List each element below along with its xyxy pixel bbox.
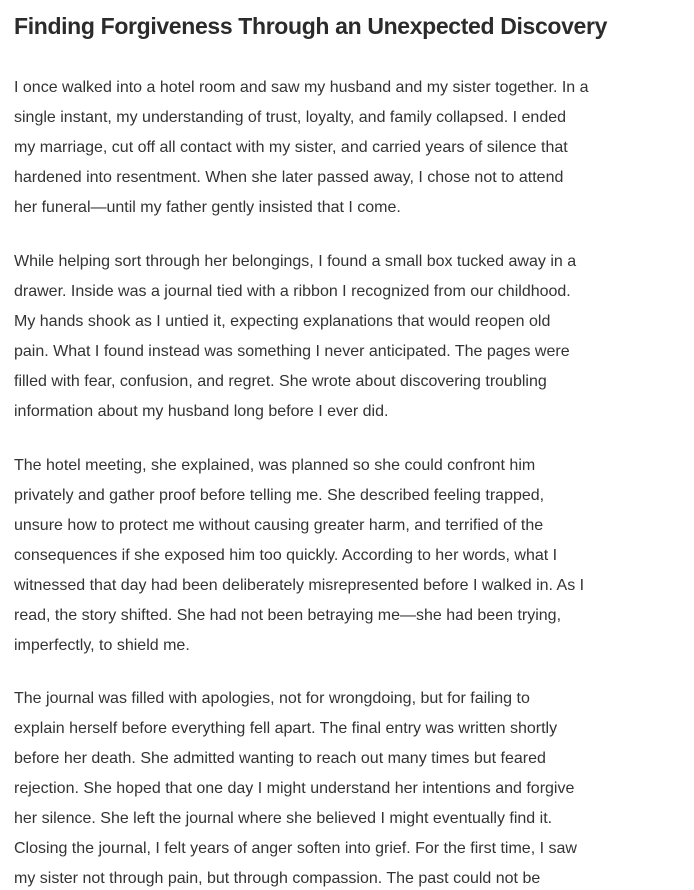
paragraph-line: single instant, my understanding of trust, loyalty, and family collapsed. I ended <box>14 109 567 126</box>
article-paragraph <box>14 451 584 661</box>
paragraph-line: unsure how to protect me without causing greater harm, and terrified of the <box>14 517 544 534</box>
paragraph-line: filled with fear, confusion, and regret. She wrote about discovering troubling <box>14 373 547 390</box>
paragraph-line: pain. What I found instead was something I never anticipated. The pages were <box>14 343 570 360</box>
paragraph-line: her silence. She left the journal where she believed I might eventually find it. <box>14 810 553 827</box>
paragraph-line: explain herself before everything fell apart. The final entry was written shortly <box>14 720 558 737</box>
article-paragraph <box>14 247 576 427</box>
article-paragraph <box>14 73 589 223</box>
paragraph-line: Closing the journal, I felt years of anger soften into grief. For the first time, I saw <box>14 840 577 857</box>
paragraph-line: information about my husband long before I ever did. <box>14 403 389 420</box>
paragraph-line: her funeral—until my father gently insisted that I come. <box>14 199 401 216</box>
paragraph-line: imperfectly, to shield me. <box>14 637 190 654</box>
paragraph-line: The journal was filled with apologies, not for wrongdoing, but for failing to <box>14 690 530 707</box>
paragraph-line: my marriage, cut off all contact with my sister, and carried years of silence that <box>14 139 568 156</box>
paragraph-line: The hotel meeting, she explained, was planned so she could confront him <box>14 457 536 474</box>
paragraph-line: rejection. She hoped that one day I might understand her intentions and forgive <box>14 780 575 797</box>
paragraph-line: witnessed that day had been deliberately misrepresented before I walked in. As I <box>14 577 585 594</box>
article-paragraph <box>14 684 577 890</box>
paragraph-line: My hands shook as I untied it, expecting explanations that would reopen old <box>14 313 551 330</box>
paragraph-line: I once walked into a hotel room and saw my husband and my sister together. In a <box>14 79 589 96</box>
paragraph-line: my sister not through pain, but through compassion. The past could not be <box>14 870 541 887</box>
paragraph-line: While helping sort through her belongings, I found a small box tucked away in a <box>14 253 577 270</box>
paragraph-line: read, the story shifted. She had not been betraying me—she had been trying, <box>14 607 562 624</box>
paragraph-line: hardened into resentment. When she later passed away, I chose not to attend <box>14 169 564 186</box>
paragraph-line: before her death. She admitted wanting to reach out many times but feared <box>14 750 546 767</box>
paragraph-line: drawer. Inside was a journal tied with a ribbon I recognized from our childhood. <box>14 283 571 300</box>
paragraph-line: consequences if she exposed him too quickly. According to her words, what I <box>14 547 558 564</box>
paragraph-line: privately and gather proof before telling me. She described feeling trapped, <box>14 487 545 504</box>
article-title: Finding Forgiveness Through an Unexpected Discovery <box>14 13 608 39</box>
